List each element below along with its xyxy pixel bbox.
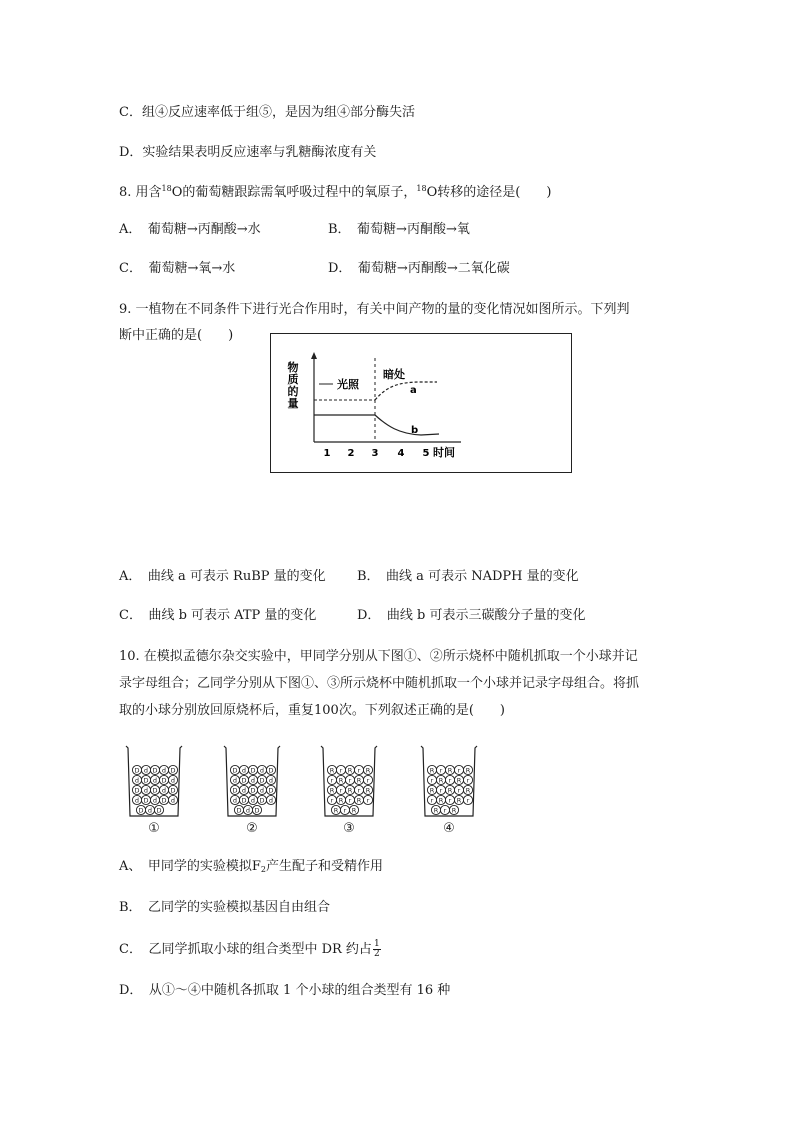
ball-letter: r — [466, 796, 470, 805]
ball — [257, 785, 266, 794]
ball-letter: r — [348, 776, 352, 785]
ylabel-char: 量 — [287, 397, 299, 410]
ball — [454, 775, 463, 784]
ball — [454, 785, 463, 794]
ball-letter: R — [365, 786, 371, 795]
ball — [427, 795, 436, 804]
ball-letter: D — [143, 776, 149, 785]
ball-letter: d — [259, 786, 265, 795]
ylabel-char: 质 — [287, 373, 299, 386]
ball-letter: R — [451, 806, 457, 815]
ball — [141, 765, 150, 774]
ball-letter: r — [330, 796, 334, 805]
ball-letter: D — [152, 786, 158, 795]
q7-option-c: C．组④反应速率低于组⑤，是因为组④部分酶失活 — [119, 105, 415, 120]
ball-letter: r — [366, 776, 370, 785]
q10-stem-line1: 10. 在模拟孟德尔杂交实验中，甲同学分别从下图①、②所示烧杯中随机抓取一个小球并记 — [119, 649, 638, 664]
ball — [145, 805, 154, 814]
q9-stem-line1: 9. 一植物在不同条件下进行光合作用时，有关中间产物的量的变化情况如图所示。下列判 — [119, 302, 630, 317]
ball-letter: R — [465, 786, 471, 795]
ball — [336, 775, 345, 784]
ball-letter: r — [457, 786, 461, 795]
q10-option-c-text: C． 乙同学抓取小球的组合类型中 DR 约占 — [119, 942, 372, 957]
q10-option-d: D． 从①～④中随机各抓取 1 个小球的组合类型有 16 种 — [119, 983, 451, 998]
ball-letter: d — [170, 796, 176, 805]
ball — [168, 785, 177, 794]
ball — [248, 775, 257, 784]
q9-option-d: D． 曲线 b 可表示三碳酸分子量的变化 — [357, 608, 586, 623]
ball — [345, 765, 354, 774]
ball — [141, 785, 150, 794]
ball-letter: R — [447, 766, 453, 775]
ball-letter: R — [429, 766, 435, 775]
ball — [340, 805, 349, 814]
ball — [336, 785, 345, 794]
x-tick: 1 — [323, 448, 331, 459]
isotope-superscript: 18 — [161, 184, 172, 193]
ball — [327, 785, 336, 794]
ball-letter: d — [152, 796, 158, 805]
ball-letter: d — [134, 776, 140, 785]
q8-option-c: C． 葡萄糖→氧→水 — [119, 261, 236, 276]
ball-letter: D — [161, 796, 167, 805]
fraction-denominator: 2 — [373, 949, 380, 959]
ball-letter: R — [447, 786, 453, 795]
ball-letter: r — [439, 766, 443, 775]
ball-letter: d — [259, 766, 265, 775]
ball-letter: d — [268, 776, 274, 785]
ball-letter: r — [430, 776, 434, 785]
ball — [141, 795, 150, 804]
ball-letter: d — [241, 766, 247, 775]
ball-letter: R — [347, 786, 353, 795]
ball-letter: D — [254, 806, 260, 815]
ball — [150, 765, 159, 774]
ball — [427, 785, 436, 794]
ball-letter: D — [259, 776, 265, 785]
ball-letter: D — [170, 766, 176, 775]
ball — [239, 775, 248, 784]
ball-letter: D — [170, 786, 176, 795]
ball — [132, 775, 141, 784]
beaker-2 — [224, 746, 280, 836]
q9-option-c: C． 曲线 b 可表示 ATP 量的变化 — [119, 608, 317, 623]
ball — [454, 765, 463, 774]
q8-option-d: D． 葡萄糖→丙酮酸→二氧化碳 — [328, 261, 510, 276]
ball-letter: R — [456, 776, 462, 785]
ball-letter: r — [339, 766, 343, 775]
ball — [445, 775, 454, 784]
ball-letter: R — [338, 796, 344, 805]
ball — [154, 805, 163, 814]
ball-letter: r — [357, 766, 361, 775]
ball-letter: D — [232, 766, 238, 775]
ball-letter: r — [466, 776, 470, 785]
f2-subscript: 2 — [260, 865, 267, 874]
q8-stem — [119, 180, 551, 202]
ball — [454, 795, 463, 804]
ball-letter: r — [448, 776, 452, 785]
q8-stem-part3: O转移的途径是( ) — [426, 185, 552, 200]
ball — [354, 785, 363, 794]
q9-stem-line2: 断中正确的是( ) — [119, 328, 234, 343]
q9-graph — [271, 334, 571, 472]
ball — [257, 795, 266, 804]
x-axis-label: 时间 — [433, 446, 455, 459]
ball — [463, 785, 472, 794]
ball-letter: d — [134, 796, 140, 805]
ball — [168, 775, 177, 784]
ball — [345, 795, 354, 804]
fraction-numerator: 1 — [373, 939, 380, 949]
ball-letter: D — [259, 796, 265, 805]
q10-stem-line3: 取的小球分别放回原烧杯后，重复100次。下列叙述正确的是( ) — [119, 703, 505, 718]
ball — [431, 805, 440, 814]
ball — [150, 775, 159, 784]
ball — [463, 765, 472, 774]
x-tick: 5 — [422, 448, 430, 459]
ball — [463, 795, 472, 804]
ball-letter: r — [357, 786, 361, 795]
ball — [239, 765, 248, 774]
ball — [363, 795, 372, 804]
ylabel-char: 的 — [287, 385, 299, 398]
beaker-label: ③ — [343, 821, 355, 836]
q10-option-b: B． 乙同学的实验模拟基因自由组合 — [119, 900, 331, 915]
ball-letter: D — [134, 786, 140, 795]
ball — [463, 775, 472, 784]
ball — [150, 785, 159, 794]
beaker-figure — [118, 740, 498, 840]
ball — [327, 795, 336, 804]
ball — [449, 805, 458, 814]
beaker-3 — [321, 746, 377, 836]
ball-letter: R — [347, 766, 353, 775]
ball — [436, 775, 445, 784]
ball — [349, 805, 358, 814]
q10-option-c — [119, 940, 381, 959]
ball-letter: D — [236, 806, 242, 815]
ball-letter: R — [365, 766, 371, 775]
ball-letter: D — [232, 786, 238, 795]
ball-letter: d — [232, 776, 238, 785]
q8-stem-part1: 8. 用含 — [119, 185, 162, 200]
ball — [136, 805, 145, 814]
ball-letter: d — [143, 766, 149, 775]
ball — [239, 785, 248, 794]
ball-letter: d — [147, 806, 153, 815]
ylabel-char: 物 — [287, 361, 299, 374]
ball-letter: d — [268, 796, 274, 805]
ball-letter: R — [351, 806, 357, 815]
ball — [132, 795, 141, 804]
ball-letter: R — [333, 806, 339, 815]
ball — [141, 775, 150, 784]
ball — [257, 765, 266, 774]
ball-letter: r — [330, 776, 334, 785]
ball — [230, 775, 239, 784]
ball-letter: d — [143, 786, 149, 795]
x-tick: 3 — [371, 448, 379, 459]
ball — [345, 775, 354, 784]
ball-letter: D — [241, 776, 247, 785]
ball — [248, 785, 257, 794]
curve-b-dark — [375, 415, 439, 435]
ball — [266, 785, 275, 794]
ball — [230, 795, 239, 804]
ball — [266, 795, 275, 804]
beaker-1 — [126, 746, 182, 836]
ball — [440, 805, 449, 814]
ball — [336, 765, 345, 774]
isotope-superscript: 18 — [416, 184, 427, 193]
ball-letter: d — [250, 796, 256, 805]
ball — [150, 795, 159, 804]
ball — [159, 765, 168, 774]
ball — [327, 765, 336, 774]
ball — [445, 795, 454, 804]
ball-letter: R — [329, 766, 335, 775]
ball — [354, 795, 363, 804]
ball-letter: r — [366, 796, 370, 805]
x-tick: 4 — [397, 448, 405, 459]
ball — [248, 795, 257, 804]
ball — [445, 765, 454, 774]
ball-letter: d — [241, 786, 247, 795]
ball-letter: R — [329, 786, 335, 795]
ball — [168, 765, 177, 774]
ball-letter: d — [170, 776, 176, 785]
ball-letter: D — [250, 766, 256, 775]
beaker-label: ② — [246, 821, 258, 836]
q9-option-a: A． 曲线 a 可表示 RuBP 量的变化 — [119, 569, 326, 584]
ball-letter: D — [241, 796, 247, 805]
ball — [427, 775, 436, 784]
ball-letter: D — [143, 796, 149, 805]
beaker-4 — [421, 746, 477, 836]
ball-letter: r — [439, 786, 443, 795]
ball-letter: D — [268, 766, 274, 775]
ball-letter: d — [161, 766, 167, 775]
ball — [239, 795, 248, 804]
ball-letter: D — [138, 806, 144, 815]
x-tick: 2 — [347, 448, 355, 459]
ball — [336, 795, 345, 804]
ball-letter: D — [156, 806, 162, 815]
legend-dark: 暗处 — [383, 368, 405, 381]
ball — [132, 785, 141, 794]
curve-b-label: b — [411, 425, 419, 436]
q10-option-a — [119, 858, 383, 879]
ball — [427, 765, 436, 774]
ball — [243, 805, 252, 814]
y-axis-arrow — [311, 352, 317, 359]
ball — [257, 775, 266, 784]
ball — [252, 805, 261, 814]
ball-letter: r — [457, 766, 461, 775]
q8-stem-part2: O的葡萄糖跟踪需氧呼吸过程中的氧原子， — [171, 185, 417, 200]
ball-letter: d — [161, 786, 167, 795]
ball-letter: R — [465, 766, 471, 775]
legend-light: 光照 — [337, 378, 359, 391]
ball-letter: r — [343, 806, 347, 815]
ball-letter: R — [438, 796, 444, 805]
ball-letter: R — [438, 776, 444, 785]
ball — [331, 805, 340, 814]
ball-letter: D — [152, 766, 158, 775]
ball — [345, 785, 354, 794]
ball — [445, 785, 454, 794]
ball — [363, 785, 372, 794]
fraction-one-half — [373, 940, 381, 959]
ball-letter: R — [356, 776, 362, 785]
ball-letter: d — [152, 776, 158, 785]
q8-option-b: B． 葡萄糖→丙酮酸→氧 — [328, 222, 470, 237]
ball — [327, 775, 336, 784]
ball-letter: d — [232, 796, 238, 805]
beaker-label: ④ — [443, 821, 455, 836]
ball-letter: r — [339, 786, 343, 795]
ball-letter: R — [456, 796, 462, 805]
q7-option-d: D．实验结果表明反应速率与乳糖酶浓度有关 — [119, 145, 377, 160]
ball — [159, 775, 168, 784]
ball-letter: D — [268, 786, 274, 795]
ball — [363, 765, 372, 774]
ball — [363, 775, 372, 784]
ball-letter: D — [134, 766, 140, 775]
ball — [436, 785, 445, 794]
ball — [266, 775, 275, 784]
ball — [436, 795, 445, 804]
curve-a-dark — [375, 382, 437, 400]
ball-letter: R — [356, 796, 362, 805]
q8-option-a: A． 葡萄糖→丙酮酸→水 — [119, 222, 261, 237]
ball-letter: r — [443, 806, 447, 815]
ball-letter: R — [338, 776, 344, 785]
q9-figure — [270, 333, 572, 473]
ball-letter: d — [245, 806, 251, 815]
ball — [230, 765, 239, 774]
ball — [248, 765, 257, 774]
ball — [159, 795, 168, 804]
ball — [436, 765, 445, 774]
ball-letter: r — [348, 796, 352, 805]
q10-option-a-part1: A、 甲同学的实验模拟F — [119, 859, 261, 874]
ball-letter: r — [430, 796, 434, 805]
ball — [132, 765, 141, 774]
ball-letter: d — [250, 776, 256, 785]
ball-letter: D — [250, 786, 256, 795]
ball — [168, 795, 177, 804]
ball — [354, 775, 363, 784]
q9-option-b: B． 曲线 a 可表示 NADPH 量的变化 — [357, 569, 579, 584]
beaker-label: ① — [148, 821, 160, 836]
ball — [159, 785, 168, 794]
ball — [266, 765, 275, 774]
ball — [354, 765, 363, 774]
curve-a-label: a — [410, 385, 417, 396]
q10-option-a-part2: 产生配子和受精作用 — [266, 859, 384, 874]
ball-letter: R — [429, 786, 435, 795]
q10-stem-line2: 录字母组合；乙同学分别从下图①、③所示烧杯中随机抓取一个小球并记录字母组合。将抓 — [119, 676, 640, 691]
ball-letter: D — [161, 776, 167, 785]
ball-letter: R — [433, 806, 439, 815]
ball — [234, 805, 243, 814]
ball-letter: r — [448, 796, 452, 805]
ball — [230, 785, 239, 794]
